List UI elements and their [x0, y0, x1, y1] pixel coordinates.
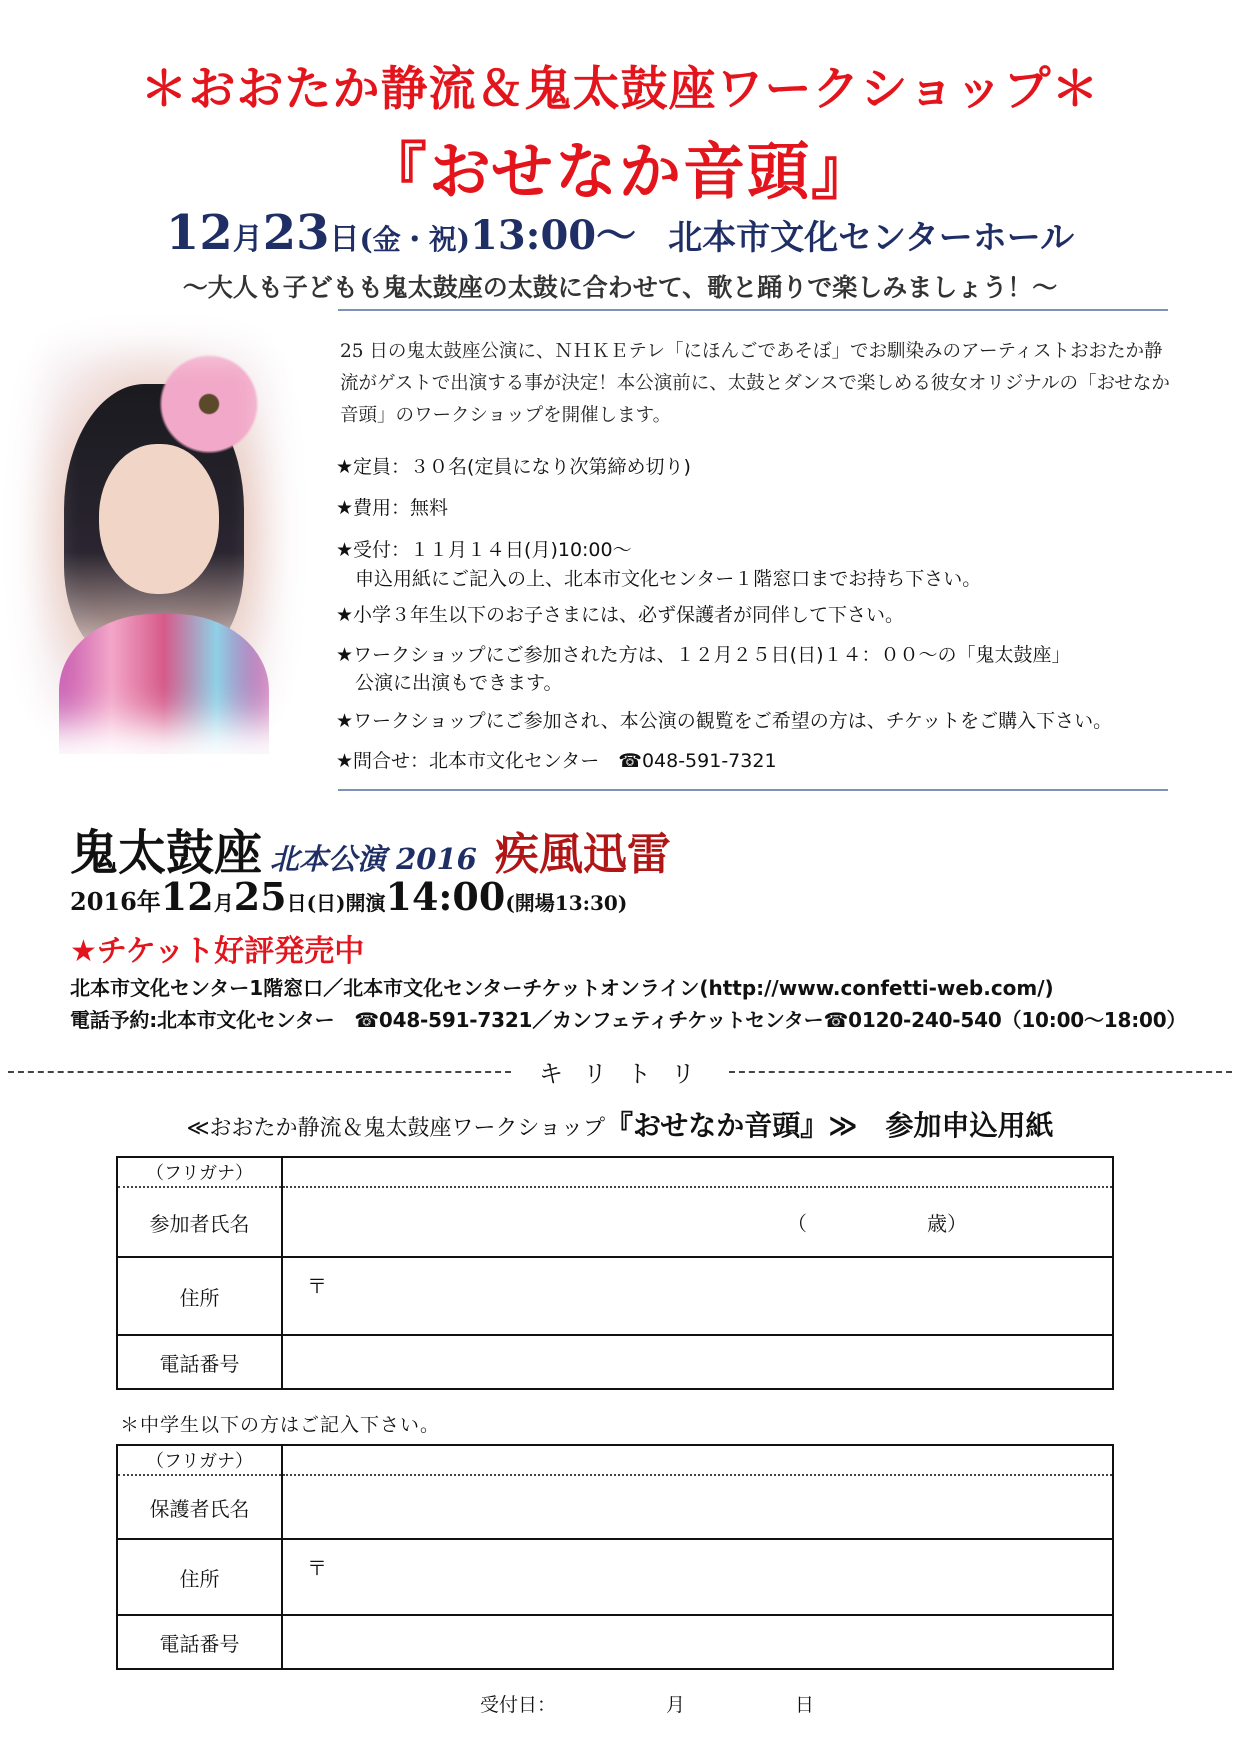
perf-doors: (開場13:30): [505, 891, 628, 915]
perf-time: 14:00: [385, 874, 506, 919]
postal-mark: 〒: [307, 1274, 327, 1298]
address-label: 住所: [117, 1257, 282, 1335]
workshop-title: ＊おおたか静流＆鬼太鼓座ワークショップ＊: [140, 62, 1100, 117]
detail-ticket: ★ワークショップにご参加され、本公演の観覧をご希望の方は、チケットをご購入下さい。: [336, 710, 1113, 732]
perf-day: 25: [233, 874, 287, 919]
performance-title: [70, 814, 671, 883]
guardian-form: [116, 1444, 1114, 1670]
guardian-address-label: 住所: [117, 1539, 282, 1615]
perf-year: 2016年: [70, 887, 161, 916]
participant-form: [116, 1156, 1114, 1390]
divider-bottom: [338, 789, 1168, 791]
guardian-phone-field[interactable]: [282, 1615, 1113, 1669]
divider-top: [338, 309, 1168, 311]
furigana-field[interactable]: [282, 1157, 1113, 1187]
form-title: [0, 1104, 1240, 1144]
guardian-furigana-label: （フリガナ）: [117, 1445, 282, 1475]
detail-capacity: ★定員：３０名(定員になり次第締め切り): [336, 456, 691, 478]
receipt-label: 受付日：: [480, 1694, 557, 1716]
cut-label: キリトリ: [539, 1060, 715, 1088]
phone-label: 電話番号: [117, 1335, 282, 1389]
performance-name: 鬼太鼓座: [70, 825, 263, 881]
workshop-date-line: [0, 204, 1240, 261]
ticket-venue-line: 北本市文化センター1階窓口／北本市文化センターチケットオンライン(http://www.confetti-web.com/): [70, 976, 1054, 1000]
receipt-month: 月: [666, 1694, 686, 1716]
age-field[interactable]: （ 歳）: [787, 1211, 967, 1236]
date-weekday: (金・祝): [359, 223, 471, 256]
guardian-phone-label: 電話番号: [117, 1615, 282, 1669]
guardian-furigana-field[interactable]: [282, 1445, 1113, 1475]
artist-photo: [4, 314, 306, 754]
receipt-date: [480, 1690, 814, 1717]
form-title-main: 『おせなか音頭』≫ 参加申込用紙: [605, 1109, 1054, 1142]
workshop-subtitle: 『おせなか音頭』: [364, 135, 876, 208]
intro-paragraph: 25 日の鬼太鼓座公演に、ＮＨＫＥテレ「にほんごであそぼ」でお馴染みのアーティストおおたか静流がゲストで出演する事が決定！本公演前に、太鼓とダンスで楽しめる彼女オリジナルの「おせなか音頭」のワークショップを開催します。: [340, 341, 1170, 426]
performance-theme: 疾風迅雷: [494, 829, 671, 880]
tagline: ～大人も子どもも鬼太鼓座の太鼓に合わせて、歌と踊りで楽しみましょう！～: [182, 273, 1058, 302]
detail-reception-note: 申込用紙にご記入の上、北本市文化センター１階窓口までお持ち下さい。: [336, 568, 982, 590]
perf-month-unit: 月: [213, 891, 234, 915]
participant-name-label: 参加者氏名: [117, 1187, 282, 1257]
date-day: 23: [262, 205, 330, 261]
performance-date: [70, 874, 627, 919]
receipt-day: 日: [795, 1694, 815, 1716]
phone-field[interactable]: [282, 1335, 1113, 1389]
date-month: 12: [165, 205, 233, 261]
furigana-label: （フリガナ）: [117, 1157, 282, 1187]
address-field[interactable]: [282, 1257, 1113, 1335]
ticket-sale: ★チケット好評発売中: [70, 934, 365, 969]
detail-reception: ★受付：１１月１４日(月)10:00～: [336, 539, 632, 561]
cut-line: [8, 1054, 1232, 1089]
guardian-note: ＊中学生以下の方はご記入下さい。: [120, 1414, 441, 1436]
participant-name-field[interactable]: [282, 1187, 1113, 1257]
detail-contact: ★問合せ：北本市文化センター ☎048-591-7321: [336, 750, 777, 772]
detail-fee: ★費用：無料: [336, 497, 449, 519]
perf-day-unit: 日(日)開演: [286, 891, 386, 915]
guardian-name-label: 保護者氏名: [117, 1475, 282, 1539]
guardian-name-field[interactable]: [282, 1475, 1113, 1539]
performance-subtitle: 北本公演 2016: [270, 842, 477, 876]
guardian-postal-mark: 〒: [307, 1556, 327, 1580]
date-day-unit: 日: [329, 222, 360, 257]
date-month-unit: 月: [232, 222, 263, 257]
detail-performance: ★ワークショップにご参加された方は、１２月２５日(日)１４：００～の「鬼太鼓座」: [336, 644, 1071, 666]
ticket-phone-line: 電話予約:北本市文化センター ☎048-591-7321／カンフェティチケットセンター☎0120-240-540（10:00～18:00）: [70, 1008, 1187, 1032]
form-title-small: ≪おおたか静流＆鬼太鼓座ワークショップ: [186, 1116, 606, 1141]
guardian-address-field[interactable]: [282, 1539, 1113, 1615]
workshop-venue: 北本市文化センターホール: [668, 218, 1075, 258]
perf-month: 12: [160, 874, 214, 919]
date-time: 13:00～: [470, 212, 637, 259]
detail-guardian: ★小学３年生以下のお子さまには、必ず保護者が同伴して下さい。: [336, 604, 905, 626]
detail-performance-cont: 公演に出演もできます。: [336, 672, 563, 694]
